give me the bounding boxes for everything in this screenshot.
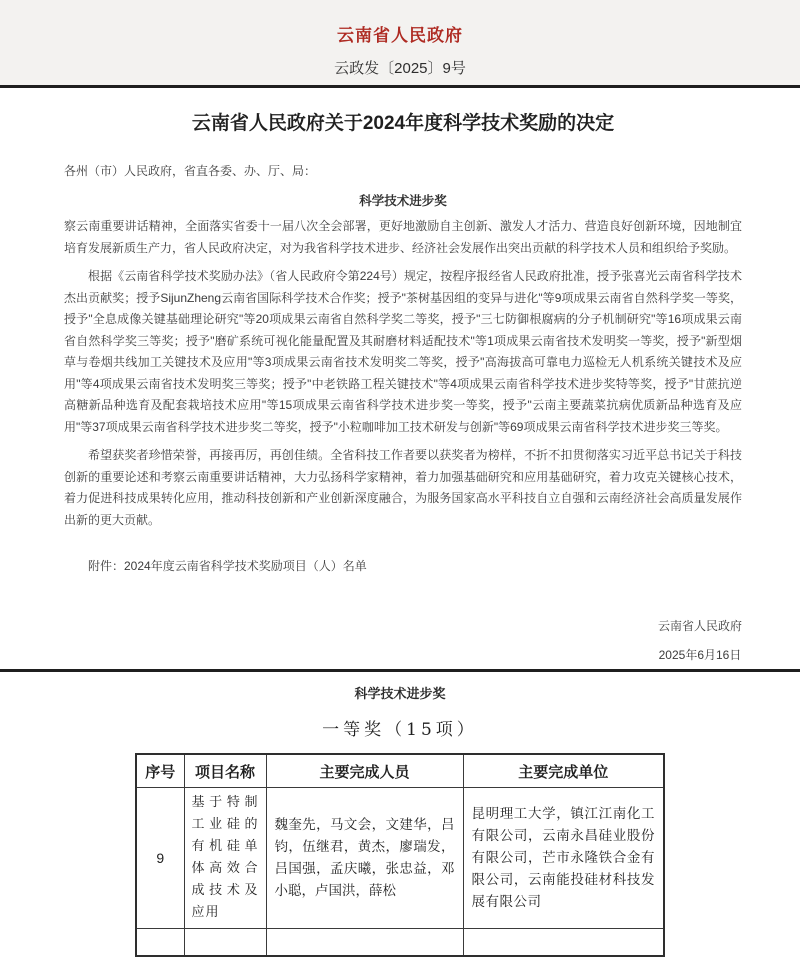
cell-main-orgs: 昆明理工大学，镇江江南化工有限公司，云南永昌硅业股份有限公司，芒市永隆铁合金有限公司，云南能投硅材科技发展有限公司 [463, 788, 664, 929]
inline-award-heading: 科学技术进步奖 [359, 194, 447, 208]
cell-project-name: 基于特制工业硅的有机硅单体高效合成技术及应用 [184, 788, 266, 929]
cell-empty [184, 929, 266, 957]
column-header-people: 主要完成人员 [266, 754, 463, 788]
document-title: 云南省人民政府关于2024年度科学技术奖励的决定 [191, 113, 615, 134]
table-row-partial [136, 929, 664, 957]
cell-empty [266, 929, 463, 957]
cell-serial-number: 9 [136, 788, 184, 929]
signature-date: 2025年6月16日 [658, 648, 742, 662]
column-header-no: 序号 [136, 754, 184, 788]
paragraph-1: 察云南重要讲话精神，全面落实省委十一届八次全会部署，更好地激励自主创新、激发人才活力、营造良好创新环境，因地制宜培育发展新质生产力，省人民政府决定，对为我省科学技术进步、经济社会发展作出突出贡献的科学技术人员和组织给予奖励。 [64, 219, 742, 255]
cell-empty [463, 929, 664, 957]
attachment-note: 附件：2024年度云南省科学技术奖励项目（人）名单 [88, 559, 367, 573]
issuing-org-title: 云南省人民政府 [337, 26, 463, 45]
paragraph-2: 根据《云南省科学技术奖励办法》（省人民政府令第224号）规定，按程序报经省人民政府批准，授予张喜光云南省科学技术杰出贡献奖；授予SijunZheng云南省国际科学技术合作奖；授予"茶树基因组的变异与进化"等9项成果云南省自然科学奖一等奖，授予"全息成像关键基础理论研究"等20项成果云南省自然科学奖二等奖，授予"三七防御根腐病的分子机制研究"等16项成果云南省自然科学奖三等奖；授予"磨矿系统可视化能量配置及其耐磨材料适配技术"等1项成果云南省技术发明奖一等奖，授予"新型烟草与卷烟共线加工关键技术及应用"等3项成果云南省技术发明奖二等奖，授予"高海拔高可靠电力巡检无人机系统关键技术及应用"等4项成果云南省技术发明奖三等奖；授予"中老铁路工程关键技术"等4项成果云南省科学技术进步奖特等奖，授予"甘蔗抗逆高糖新品种选育及配套栽培技术应用"等15项成果云南省科学技术进步奖一等奖，授予"云南主要蔬菜抗病优质新品种选育及应用"等37项成果云南省科学技术进步奖二等奖，授予"小粒咖啡加工技术研发与创新"等69项成果云南省科学技术进步奖三等奖。 [64, 269, 742, 434]
document-number: 云政发〔2025〕9号 [334, 60, 466, 77]
awards-table [135, 753, 665, 957]
signature-block [658, 617, 742, 663]
signature-org: 云南省人民政府 [657, 619, 742, 633]
divider-top [0, 85, 800, 88]
document-masthead [0, 0, 800, 85]
cell-main-people: 魏奎先，马文会，文建华，吕钧，伍继君，黄杰，廖瑞发，吕国强，孟庆曦，张忠益，邓小聪，卢国洪，薛松 [266, 788, 463, 929]
paragraph-3: 希望获奖者珍惜荣誉，再接再厉，再创佳绩。全省科技工作者要以获奖者为榜样，不折不扣贯彻落实习近平总书记关于科技创新的重要论述和考察云南重要讲话精神，大力弘扬科学家精神，着力加强基础研究和应用基础研究，着力攻克关键核心技术，着力促进科技成果转化应用，推动科技创新和产业创新深度融合，为服务国家高水平科技自立自强和云南经济社会高质量发展作出新的更大贡献。 [64, 448, 742, 527]
column-header-orgs: 主要完成单位 [463, 754, 664, 788]
cell-empty [136, 929, 184, 957]
awards-section [0, 672, 800, 957]
column-header-project: 项目名称 [184, 754, 266, 788]
salutation-line: 各州（市）人民政府，省直各委、办、厅、局： [64, 164, 317, 178]
award-category-heading: 科学技术进步奖 [354, 686, 446, 701]
table-row [136, 788, 664, 929]
award-grade-heading: 一等奖（15项） [322, 720, 478, 740]
table-header-row [136, 754, 664, 788]
document-body [0, 108, 800, 669]
